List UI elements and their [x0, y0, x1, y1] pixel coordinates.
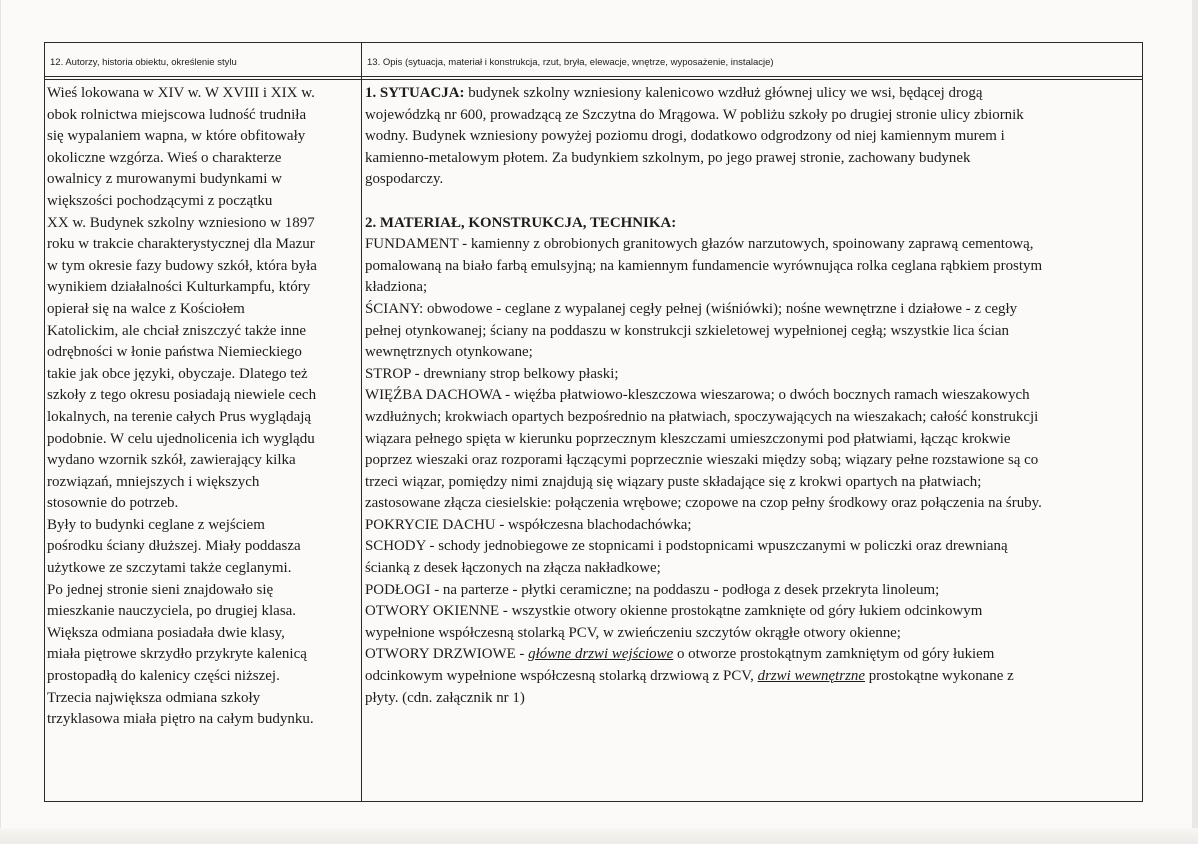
material-line: PODŁOGI - na parterze - płytki ceramiczne; na poddaszu - podłoga z desek przekryta linoleum; — [365, 581, 940, 598]
description-text — [365, 83, 1141, 709]
header-rule-inner — [45, 79, 1142, 80]
history-line: Były to budynki ceglane z wejściem — [47, 516, 265, 533]
doors-text-2: odcinkowym wypełnione współczesną stolarką drzwiową z PCV, — [365, 668, 758, 685]
history-line: rozwiązań, mniejszych i większych — [47, 473, 260, 490]
history-line: obok rolnictwa miejscowa ludność trudniła — [47, 106, 307, 123]
doors-line-3: płyty. (cdn. załącznik nr 1) — [365, 689, 525, 706]
history-line: użytkowe ze szczytami także ceglanymi. — [47, 560, 292, 577]
history-line: w tym okresie fazy budowy szkół, która była — [47, 257, 317, 274]
scan-bottom-shade — [0, 828, 1198, 844]
header-description: 13. Opis (sytuacja, materiał i konstrukcja, rzut, bryła, elewacje, wnętrze, wyposażenie, instalacje) — [367, 57, 774, 68]
material-line: pomalowaną na biało farbą emulsyjną; na kamiennym fundamencie wyrównująca rolka ceglana rąbkiem prostym — [365, 257, 1043, 274]
history-line: XX w. Budynek szkolny wzniesiono w 1897 — [47, 214, 315, 231]
material-line: ścianką z desek łączonych na złącza nakładkowe; — [365, 560, 661, 577]
situation-line: kamienno-metalowym płotem. Za budynkiem szkolnym, po jego prawej stronie, zachowany budynek — [365, 149, 971, 166]
situation-line: gospodarczy. — [365, 171, 444, 188]
doors-label: OTWORY DRZWIOWE - — [365, 646, 529, 663]
column-divider — [361, 43, 362, 801]
material-line: poprzez wieszaki oraz rozporami łączącymi poprzecznie wieszaki między sobą; wiązary pełne rozstawione są co — [365, 452, 1039, 469]
history-line: stosownie do potrzeb. — [47, 495, 179, 512]
doors-line-1 — [365, 644, 1137, 666]
history-line: prostopadłą do kalenicy części niższej. — [47, 668, 280, 685]
header-rule — [45, 76, 1142, 77]
history-text — [47, 83, 359, 731]
history-line: szkoły z tego okresu posiadają niewiele cech — [47, 387, 317, 404]
history-line: Po jednej stronie sieni znajdowało się — [47, 581, 274, 598]
history-line: wydano wzornik szkół, zawierający kilka — [47, 452, 296, 469]
material-line: wiązara pełnego spięta w kierunku poprzecznym kleszczami umieszczonymi pod płatwiami, łącząc krokwie — [365, 430, 1011, 447]
section-gap — [365, 191, 1141, 213]
history-line: Większa odmiana posiadała dwie klasy, — [47, 624, 285, 641]
section-material-heading: 2. MATERIAŁ, KONSTRUKCJA, TECHNIKA: — [365, 214, 677, 231]
material-line: wewnętrznych otynkowane; — [365, 344, 533, 361]
history-line: Trzecia największa odmiana szkoły — [47, 689, 261, 706]
history-line: miała piętrowe skrzydło przykryte kalenicą — [47, 646, 307, 663]
history-line: okoliczne wzgórza. Wieś o charakterze — [47, 149, 282, 166]
history-line: pośrodku ściany dłuższej. Miały poddasza — [47, 538, 301, 555]
history-line: odrębności w łonie państwa Niemieckiego — [47, 344, 302, 361]
material-line: STROP - drewniany strop belkowy płaski; — [365, 365, 619, 382]
section-situation-heading: 1. SYTUACJA: — [365, 85, 465, 101]
material-line: wzdłużnych; krokwiach opartych bezpośrednio na płatwiach, spoczywających na wieszakach; całość konstrukcji — [365, 408, 1039, 425]
history-line: takie jak obce języki, obyczaje. Dlatego też — [47, 365, 308, 382]
material-line: POKRYCIE DACHU - współczesna blachodachówka; — [365, 516, 692, 533]
section-situation-line — [365, 83, 1137, 105]
material-line: wypełnione współczesną stolarką PCV, w zwieńczeniu szczytów okrągłe otwory okienne; — [365, 624, 901, 641]
history-line: opierał się na walce z Kościołem — [47, 300, 245, 317]
main-door-term: główne drzwi wejściowe — [528, 646, 674, 663]
material-line: FUNDAMENT - kamienny z obrobionych granitowych głazów narzutowych, spoinowany zaprawą cementową, — [365, 236, 1034, 253]
situation-line: wojewódzką nr 600, prowadzącą ze Szczytna do Mrągowa. W pobliżu szkoły po drugiej stronie ulicy zbiornik — [365, 106, 1024, 123]
section-situation-first: budynek szkolny wzniesiony kalenicowo wzdłuż głównej ulicy we wsi, będącej drogą — [464, 85, 983, 101]
section-situation-body — [365, 105, 1141, 191]
material-line: ŚCIANY: obwodowe - ceglane z wypalanej cegły pełnej (wiśniówki); nośne wewnętrzne i działowe - z cegły — [365, 300, 1018, 317]
material-line: pełnej otynkowanej; ściany na poddaszu w konstrukcji szkieletowej wypełnionej cegłą; wszystkie lica ścian — [365, 322, 1009, 339]
material-line: kładziona; — [365, 279, 428, 296]
history-line: Wieś lokowana w XIV w. W XVIII i XIX w. — [47, 85, 315, 101]
section-material-body — [365, 234, 1141, 644]
history-line: roku w trakcie charakterystycznej dla Mazur — [47, 236, 315, 253]
header-history: 12. Autorzy, historia obiektu, określenie stylu — [50, 57, 237, 68]
material-line: SCHODY - schody jednobiegowe ze stopnicami i podstopnicami wpuszczanymi w policzki oraz drewnianą — [365, 538, 1008, 555]
history-line: większości pochodzącymi z początku — [47, 192, 273, 209]
doors-text-1: o otworze prostokątnym zamkniętym od góry łukiem — [673, 646, 995, 663]
material-line: WIĘŹBA DACHOWA - więźba płatwiowo-kleszczowa wieszarowa; o dwóch bocznych ramach wieszakowych — [365, 387, 1030, 404]
history-line: podobnie. W celu ujednolicenia ich wyglądu — [47, 430, 315, 447]
history-line: wynikiem działalności Kulturkampfu, który — [47, 279, 311, 296]
material-line: zastosowane złącza ciesielskie: połączenia wrębowe; czopowe na czop pełny środkowy oraz połączenia na śruby. — [365, 495, 1042, 512]
history-line: Katolickim, ale chciał zniszczyć także inne — [47, 322, 307, 339]
history-line: trzyklasowa miała piętro na całym budynku. — [47, 711, 314, 728]
situation-line: wodny. Budynek wzniesiony powyżej poziomu drogi, dodatkowo odgrodzony od niej kamiennym murem i — [365, 128, 1005, 145]
doors-line-2 — [365, 666, 1137, 688]
form-table — [44, 42, 1143, 802]
material-line: OTWORY OKIENNE - wszystkie otwory okienne prostokątne zamknięte od góry łukiem odcinkowym — [365, 603, 983, 620]
history-line: się wypalaniem wapna, w które obfitowały — [47, 128, 306, 145]
inner-door-term: drzwi wewnętrzne — [757, 668, 865, 685]
material-line: trzeci wiązar, pomiędzy nimi znajdują się wiązary puste składające się z krokwi opartych na płatwiach; — [365, 473, 982, 490]
history-line: mieszkanie nauczyciela, po drugiej klasa. — [47, 603, 297, 620]
history-line: lokalnych, na terenie całych Prus wyglądają — [47, 408, 312, 425]
history-line: owalnicy z murowanymi budynkami w — [47, 171, 282, 188]
doors-text-3: prostokątne wykonane z — [864, 668, 1014, 685]
